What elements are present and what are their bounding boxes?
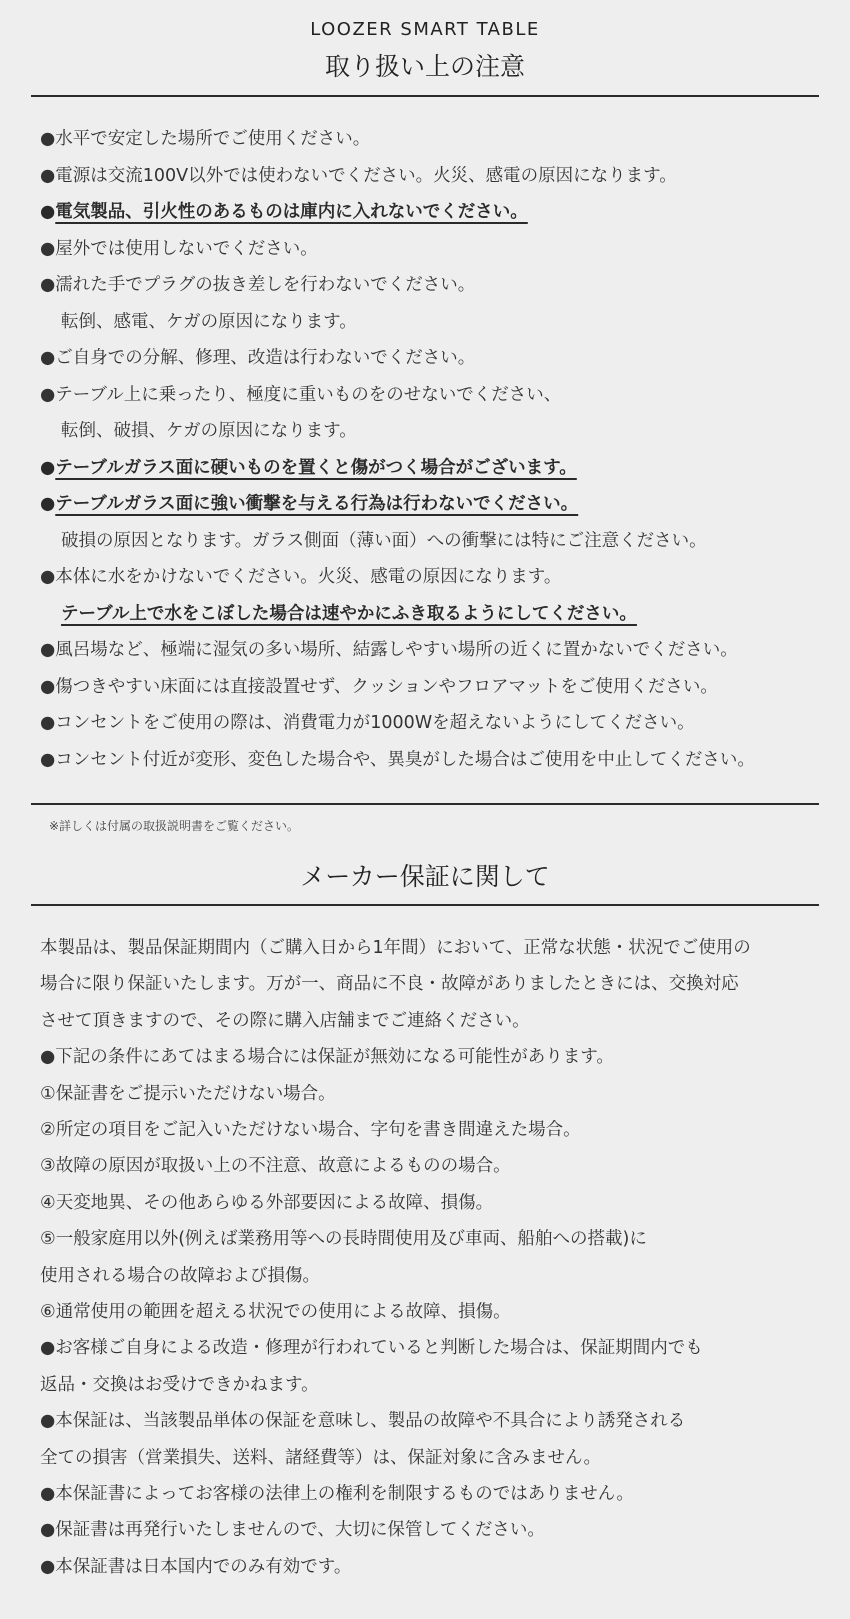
warranty-line: ①保証書をご提示いただけない場合。 <box>40 1083 336 1104</box>
caution-item <box>40 490 578 515</box>
caution-item <box>40 344 475 369</box>
manual-note: ※詳しくは付属の取扱説明書をご覧ください。 <box>49 819 300 833</box>
caution-item-text: 屋外では使用しないでください。 <box>55 238 318 259</box>
warranty-line: ④天変地異、その他あらゆる外部要因による故障、損傷。 <box>40 1192 494 1213</box>
caution-item-text: テーブル上で水をこぼした場合は速やかにふき取るようにしてください。 <box>61 603 637 624</box>
caution-item-text: 電源は交流100V以外では使わないでください。火災、感電の原因になります。 <box>55 165 677 186</box>
caution-title: 取り扱い上の注意 <box>324 52 525 81</box>
caution-item <box>61 600 637 625</box>
warranty-line: ⑥通常使用の範囲を超える状況での使用による故障、損傷。 <box>40 1302 511 1322</box>
warranty-line: ②所定の項目をご記入いただけない場合、字句を書き間違えた場合。 <box>40 1120 581 1140</box>
caution-item-text: 転倒、感電、ケガの原因になります。 <box>61 311 357 332</box>
caution-item <box>40 235 318 260</box>
caution-item-text: 水平で安定した場所でご使用ください。 <box>55 129 371 149</box>
caution-item <box>40 198 528 223</box>
bullet-icon: ● <box>40 567 56 587</box>
caution-bottom-rule <box>31 803 819 805</box>
caution-item <box>40 709 695 734</box>
caution-item-text: 風呂場など、極端に湿気の多い場所、結露しやすい場所の近くに置かないでください。 <box>55 640 738 660</box>
caution-item <box>61 308 357 333</box>
warranty-line: ●本保証は、当該製品単体の保証を意味し、製品の故障や不具合により誘発される <box>40 1411 686 1432</box>
warranty-line: ●下記の条件にあてはまる場合には保証が無効になる可能性があります。 <box>40 1047 614 1068</box>
caution-item-text: テーブルガラス面に強い衝撃を与える行為は行わないでください。 <box>55 494 579 514</box>
caution-item-text: ご自身での分解、修理、改造は行わないでください。 <box>55 348 476 368</box>
caution-item <box>61 527 707 552</box>
caution-item-text: 転倒、破損、ケガの原因になります。 <box>61 421 357 441</box>
caution-item-text: 電気製品、引火性のあるものは庫内に入れないでください。 <box>55 202 528 222</box>
caution-item <box>40 746 755 771</box>
bullet-icon: ● <box>40 348 56 368</box>
brand-name: LOOZER SMART TABLE <box>310 19 540 40</box>
warranty-line: させて頂きますので、その際に購入店舗までご連絡ください。 <box>40 1010 530 1031</box>
caution-item-text: コンセント付近が変形、変色した場合や、異臭がした場合はご使用を中止してください。 <box>55 749 755 770</box>
warranty-line: 全ての損害（営業損失、送料、諸経費等）は、保証対象に含みません。 <box>40 1447 602 1468</box>
caution-item <box>40 271 475 296</box>
caution-item-text: コンセントをご使用の際は、消費電力が1000Wを超えないようにしてください。 <box>55 713 695 733</box>
bullet-icon: ● <box>40 494 56 514</box>
caution-item-text: 本体に水をかけないでください。火災、感電の原因になります。 <box>55 567 562 587</box>
bullet-icon: ● <box>40 457 56 478</box>
caution-top-rule <box>31 95 819 97</box>
caution-item <box>40 125 370 150</box>
caution-item <box>61 417 357 442</box>
warranty-line: 返品・交換はお受けできかねます。 <box>40 1374 319 1395</box>
caution-item <box>40 162 677 187</box>
caution-item <box>40 381 561 406</box>
caution-item <box>40 673 718 698</box>
warranty-line: 場合に限り保証いたします。万が一、商品に不良・故障がありましたときには、交換対応 <box>40 974 739 995</box>
bullet-icon: ● <box>40 129 56 149</box>
warranty-line: ●本保証書は日本国内でのみ有効です。 <box>40 1556 352 1577</box>
warranty-line: ●本保証書によってお客様の法律上の権利を制限するものではありません。 <box>40 1484 634 1504</box>
caution-item <box>40 454 577 479</box>
warranty-line: 使用される場合の故障および損傷。 <box>40 1265 320 1286</box>
warranty-line: ③故障の原因が取扱い上の不注意、故意によるものの場合。 <box>40 1156 511 1177</box>
bullet-icon: ● <box>40 165 56 186</box>
warranty-top-rule <box>31 904 819 906</box>
warranty-title: メーカー保証に関して <box>300 862 550 891</box>
bullet-icon: ● <box>40 713 56 733</box>
bullet-icon: ● <box>40 384 56 405</box>
caution-item-text: 破損の原因となります。ガラス側面（薄い面）への衝撃には特にご注意ください。 <box>61 530 707 551</box>
bullet-icon: ● <box>40 749 56 770</box>
bullet-icon: ● <box>40 676 56 697</box>
caution-item-text: 濡れた手でプラグの抜き差しを行わないでください。 <box>55 275 476 295</box>
bullet-icon: ● <box>40 275 56 295</box>
caution-item <box>40 563 561 588</box>
caution-item-text: テーブルガラス面に硬いものを置くと傷がつく場合がございます。 <box>55 457 577 478</box>
caution-item-text: テーブル上に乗ったり、極度に重いものをのせないでください、 <box>55 384 562 405</box>
caution-item <box>40 636 738 661</box>
bullet-icon: ● <box>40 640 56 660</box>
warranty-line: 本製品は、製品保証期間内（ご購入日から1年間）において、正常な状態・状況でご使用の <box>40 938 751 958</box>
caution-item-text: 傷つきやすい床面には直接設置せず、クッションやフロアマットをご使用ください。 <box>55 676 718 697</box>
bullet-icon: ● <box>40 238 56 259</box>
bullet-icon: ● <box>40 202 56 222</box>
warranty-line: ⑤一般家庭用以外(例えば業務用等への長時間使用及び車両、船舶への搭載)に <box>40 1229 647 1250</box>
warranty-line: ●保証書は再発行いたしませんので、大切に保管してください。 <box>40 1520 545 1541</box>
warranty-line: ●お客様ご自身による改造・修理が行われていると判断した場合は、保証期間内でも <box>40 1338 703 1359</box>
